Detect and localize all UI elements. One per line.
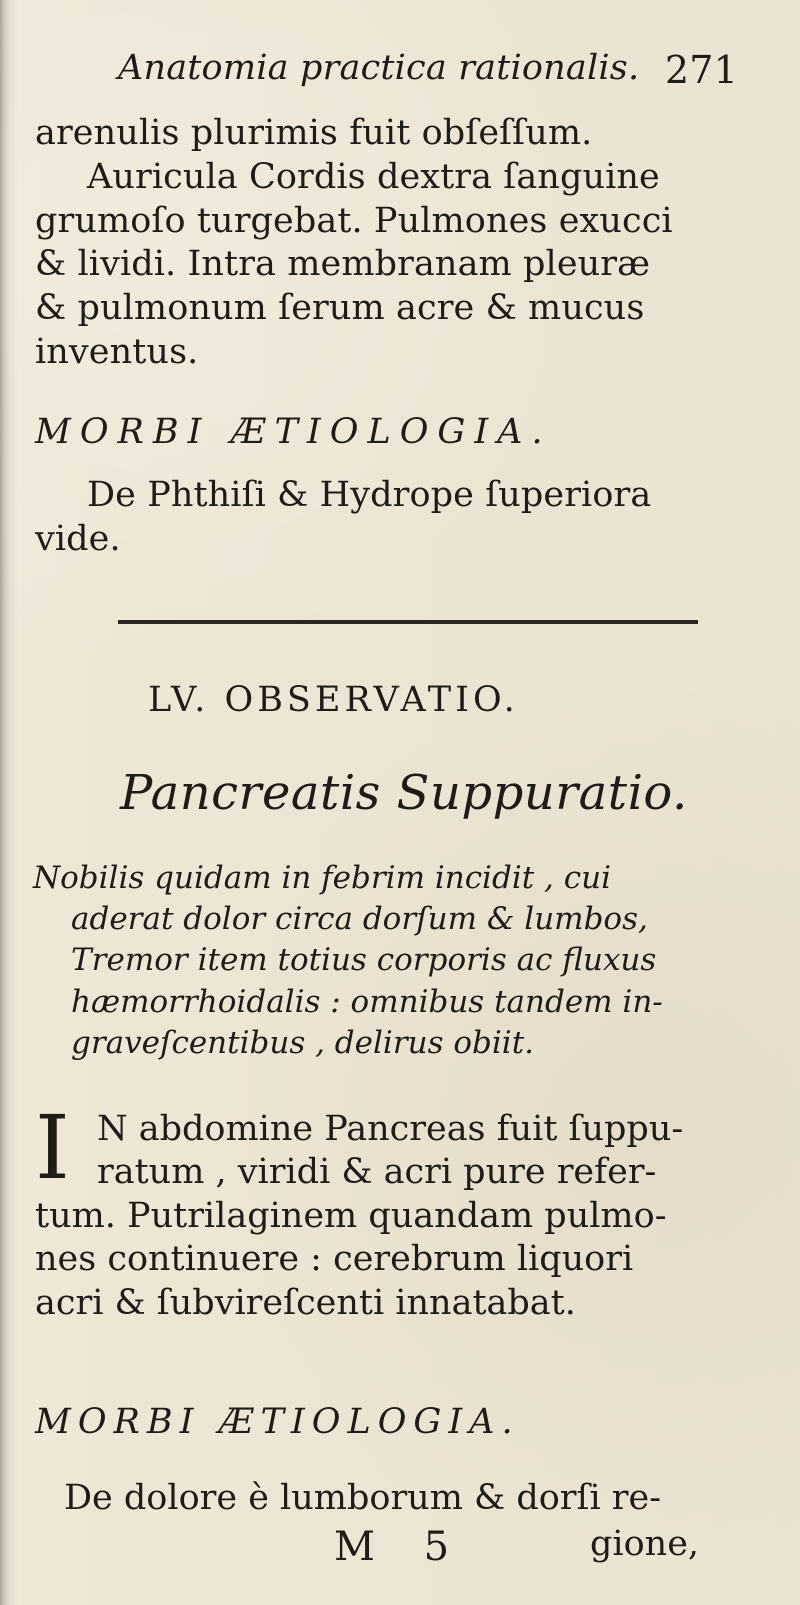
case-line-3: Tremor item totius corporis ac fluxus [71,942,657,979]
catchword: gione, [590,1524,700,1564]
upper-line-3: grumoſo turgebat. Pulmones exucci [35,200,673,241]
morbi-top-line-2: vide. [35,518,121,559]
bottom-morbi-line: De dolore è lumborum & dorſi re- [64,1478,662,1518]
signature-mark: M 5 [334,1524,468,1570]
morbi-heading-top: MORBI ÆTIOLOGIA. [35,412,552,452]
case-summary [33,858,733,1064]
morbi-top-line-1: De Phthiſi & Hydrope ſuperiora [87,475,652,515]
bottom-line-1: N abdomine Pancreas fuit ſuppu- [97,1109,684,1149]
running-head: Anatomia practica rationalis. [118,48,640,88]
upper-line-2: Auricula Cordis dextra ſanguine [87,156,660,197]
upper-paragraph [35,112,725,375]
observatio-text: LV. OBSERVATIO. [148,680,519,720]
bottom-line-2: ratum , viridi & acri pure refer- [97,1152,657,1193]
section-divider [118,620,698,624]
upper-line-6: inventus. [35,331,199,372]
dropcap-paragraph [35,1096,735,1325]
upper-line-5: & pulmonum ſerum acre & mucus [35,288,645,328]
case-line-1: Nobilis quidam in febrim incidit , cui [33,860,611,896]
bottom-text [64,1478,754,1519]
bottom-line-5: acri & ſubvireſcenti innatabat. [35,1282,576,1323]
observatio-subtitle: Pancreatis Suppuratio. [120,765,688,821]
case-line-5: graveſcentibus , delirus obiit. [71,1024,535,1061]
observatio-label [148,680,519,720]
upper-line-4: & lividi. Intra membranam pleuræ [35,244,651,285]
drop-capital: I [35,1096,70,1199]
case-line-2: aderat dolor circa dorſum & lumbos, [71,901,648,938]
case-line-4: hæmorrhoidalis : omnibus tandem in- [71,983,663,1020]
bottom-line-3: tum. Putrilaginem quandam pulmo- [35,1195,667,1236]
morbi-text-top [35,474,725,562]
page-number: 271 [664,48,738,92]
bottom-line-4: nes continuere : cerebrum liquori [35,1239,634,1280]
morbi-heading-bottom: MORBI ÆTIOLOGIA. [35,1402,520,1442]
upper-line-1: arenulis plurimis fuit obſeſſum. [35,113,593,153]
